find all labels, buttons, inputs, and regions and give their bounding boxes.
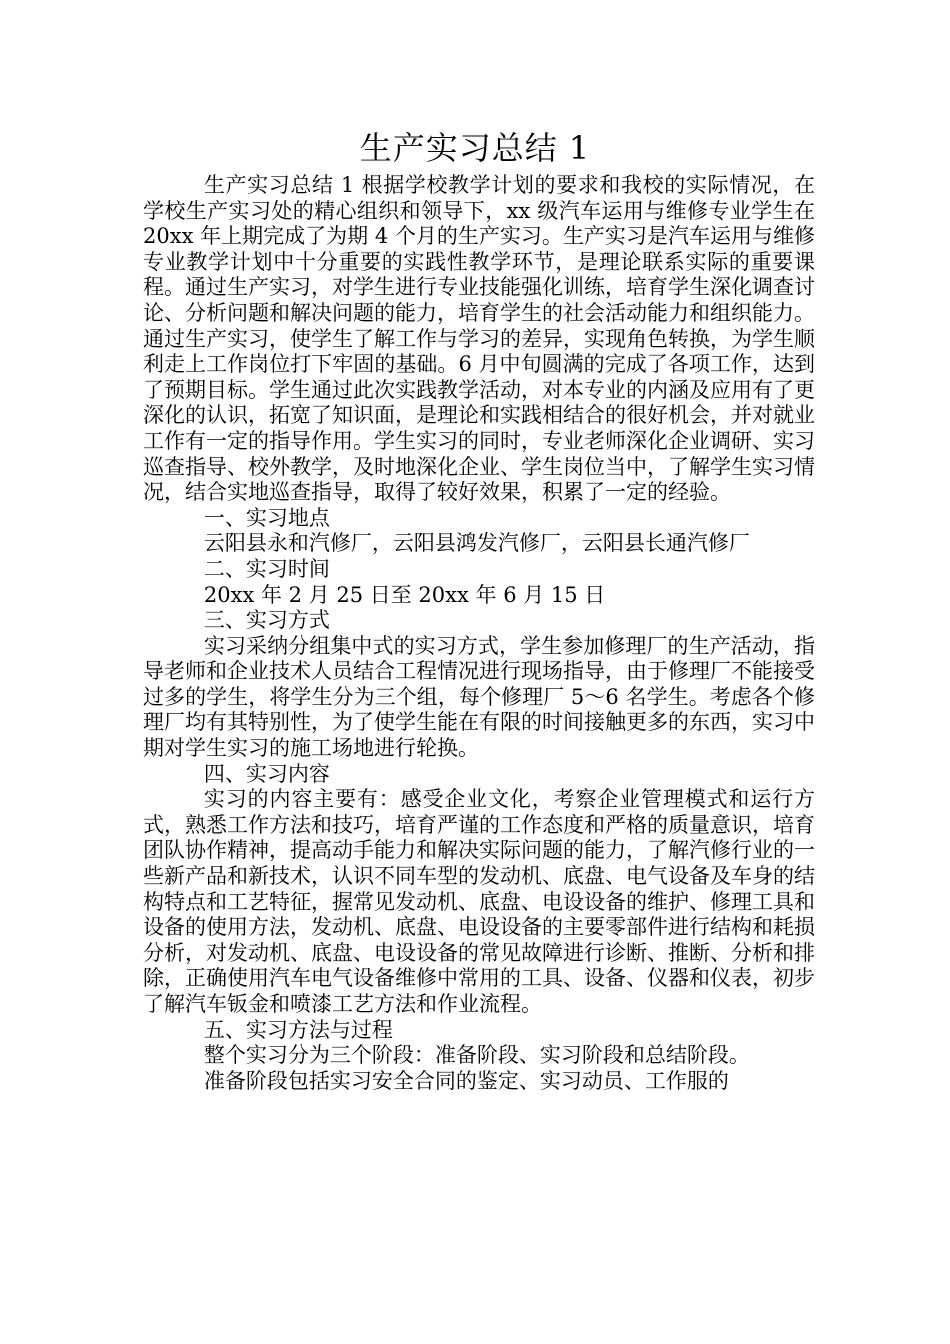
paragraph-time: 20xx 年 2 月 25 日至 20xx 年 6 月 15 日 <box>203 582 606 607</box>
paragraph-preparation: 准备阶段包括实习安全合同的鉴定、实习动员、工作服的 <box>203 1068 729 1093</box>
heading-location: 一、实习地点 <box>203 505 330 530</box>
heading-content: 四、实习内容 <box>203 761 330 786</box>
paragraph-process: 整个实习分为三个阶段：准备阶段、实习阶段和总结阶段。 <box>203 1043 750 1068</box>
heading-method: 三、实习方式 <box>203 608 330 633</box>
document-body <box>143 173 815 1094</box>
heading-process: 五、实习方法与过程 <box>203 1017 393 1042</box>
document-title: 生产实习总结 1 <box>359 129 591 167</box>
paragraph-location: 云阳县永和汽修厂，云阳县鸿发汽修厂，云阳县长通汽修厂 <box>203 531 750 556</box>
paragraph-method: 实习采纳分组集中式的实习方式，学生参加修理厂的生产活动，指导老师和企业技术人员结合工程情况进行现场指导，由于修理厂不能接受过多的学生，将学生分为三个组，每个修理厂 5～6 名学生。考虑各个修理厂均有其特别性，为了使学生能在有限的时间接触更多的东西，实习中期对学生实习的施工场地进行轮换。 <box>143 633 815 761</box>
paragraph-content: 实习的内容主要有：感受企业文化，考察企业管理模式和运行方式，熟悉工作方法和技巧，培育严谨的工作态度和严格的质量意识，培育团队协作精神，提高动手能力和解决实际问题的能力，了解汽修行业的一些新产品和新技术，认识不同车型的发动机、底盘、电气设备及车身的结构特点和工艺特征，握常见发动机、底盘、电设设备的维护、修理工具和设备的使用方法，发动机、底盘、电设设备的主要零部件进行结构和耗损分析，对发动机、底盘、电设设备的常见故障进行诊断、推断、分析和排除，正确使用汽车电气设备维修中常用的工具、设备、仪器和仪表，初步了解汽车钣金和喷漆工艺方法和作业流程。 <box>143 787 815 1016</box>
paragraph-intro: 生产实习总结 1 根据学校教学计划的要求和我校的实际情况，在学校生产实习处的精心组织和领导下，xx 级汽车运用与维修专业学生在 20xx 年上期完成了为期 4 个月的生产实习。生产实习是汽车运用与维修专业教学计划中十分重要的实践性教学环节，是理论联系实际的重要课程。通过生产实习，对学生进行专业技能强化训练，培育学生深化调查讨论、分析问题和解决问题的能力，培育学生的社会活动能力和组织能力。通过生产实习，使学生了解工作与学习的差异，实现角色转换，为学生顺利走上工作岗位打下牢固的基础。6 月中旬圆满的完成了各项工作，达到了预期目标。学生通过此次实践教学活动，对本专业的内涵及应用有了更深化的认识，拓宽了知识面，是理论和实践相结合的很好机会，并对就业工作有一定的指导作用。学生实习的同时，专业老师深化企业调研、实习巡查指导、校外教学，及时地深化企业、学生岗位当中，了解学生实习情况，结合实地巡查指导，取得了较好效果，积累了一定的经验。 <box>143 173 815 505</box>
heading-time: 二、实习时间 <box>203 556 330 581</box>
